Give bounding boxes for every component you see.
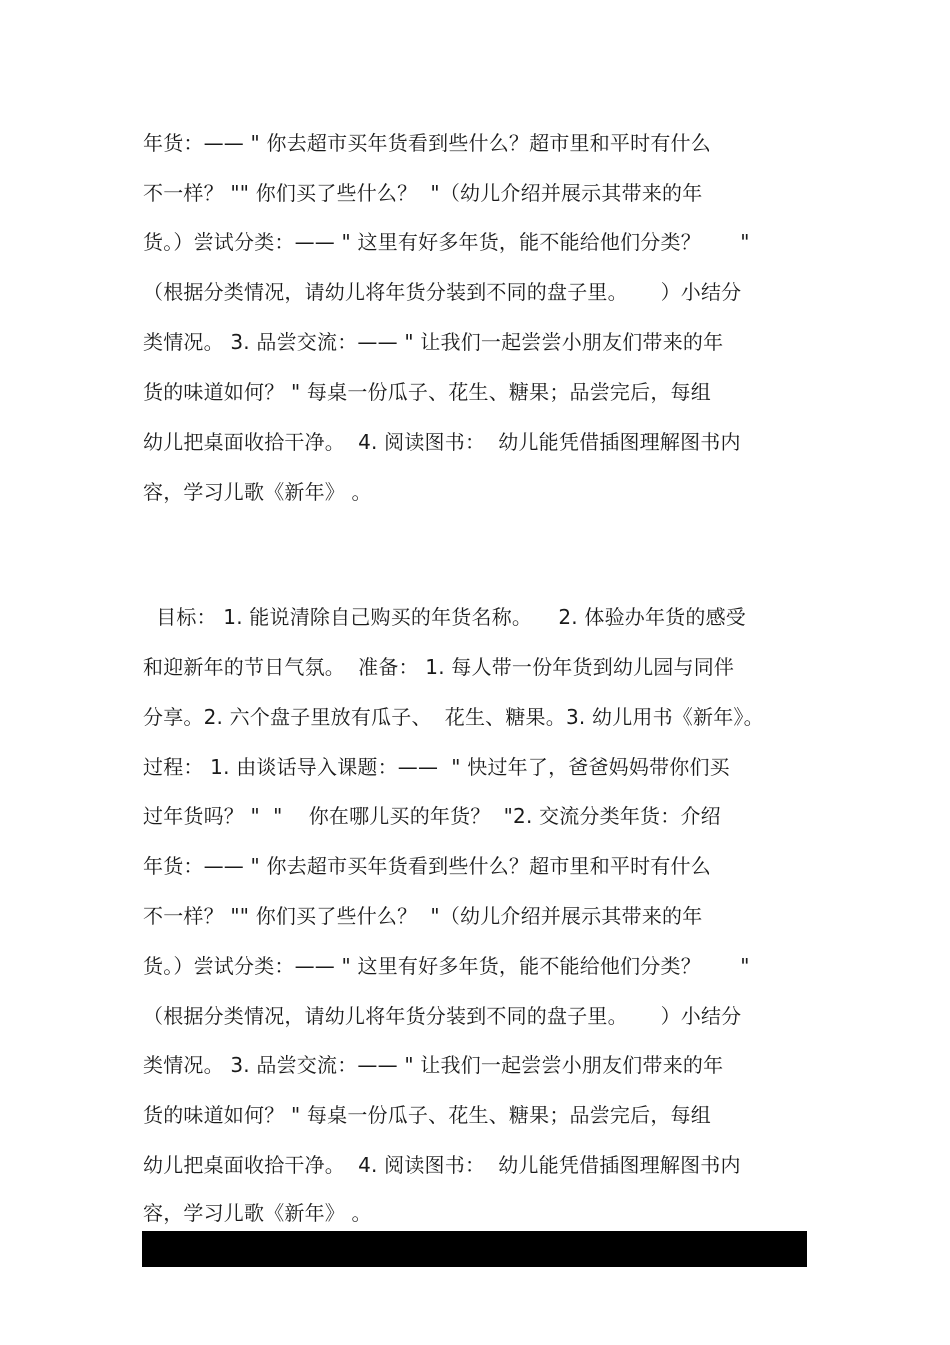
text-line: 年货：—— " 你去超市买年货看到些什么？超市里和平时有什么: [143, 131, 711, 155]
text-line: 分享。2. 六个盘子里放有瓜子、 花生、糖果。3. 幼儿用书《新年》。: [143, 705, 764, 729]
text-line: 目标： 1. 能说清除自己购买的年货名称。 2. 体验办年货的感受: [143, 605, 746, 629]
text-line: 幼儿把桌面收拾干净。 4. 阅读图书： 幼儿能凭借插图理解图书内: [143, 430, 741, 454]
black-bar: [142, 1231, 807, 1267]
text-line: 类情况。 3. 品尝交流：—— " 让我们一起尝尝小朋友们带来的年: [143, 1053, 724, 1077]
text-line: 货的味道如何？ " 每桌一份瓜子、花生、糖果；品尝完后，每组: [143, 380, 711, 404]
text-line: 货的味道如何？ " 每桌一份瓜子、花生、糖果；品尝完后，每组: [143, 1103, 711, 1127]
text-line: 容，学习儿歌《新年》 。: [143, 1201, 372, 1225]
text-line: 容，学习儿歌《新年》 。: [143, 480, 372, 504]
text-line: 年货：—— " 你去超市买年货看到些什么？超市里和平时有什么: [143, 854, 711, 878]
text-line: 货。）尝试分类：—— " 这里有好多年货，能不能给他们分类？ ": [143, 954, 750, 978]
text-line: （根据分类情况，请幼儿将年货分装到不同的盘子里。 ）小结分: [143, 280, 742, 304]
text-line: 过程： 1. 由谈话导入课题：—— " 快过年了，爸爸妈妈带你们买: [143, 755, 730, 779]
text-line: 幼儿把桌面收拾干净。 4. 阅读图书： 幼儿能凭借插图理解图书内: [143, 1153, 741, 1177]
text-line: （根据分类情况，请幼儿将年货分装到不同的盘子里。 ）小结分: [143, 1004, 742, 1028]
text-line: 不一样？ "" 你们买了些什么？ "（幼儿介绍并展示其带来的年: [143, 904, 703, 928]
text-line: 货。）尝试分类：—— " 这里有好多年货，能不能给他们分类？ ": [143, 230, 750, 254]
text-line: 和迎新年的节日气氛。 准备： 1. 每人带一份年货到幼儿园与同伴: [143, 655, 735, 679]
text-line: 过年货吗？ " " 你在哪儿买的年货？ "2. 交流分类年货：介绍: [143, 804, 721, 828]
text-line: 类情况。 3. 品尝交流：—— " 让我们一起尝尝小朋友们带来的年: [143, 330, 724, 354]
text-line: 不一样？ "" 你们买了些什么？ "（幼儿介绍并展示其带来的年: [143, 181, 703, 205]
